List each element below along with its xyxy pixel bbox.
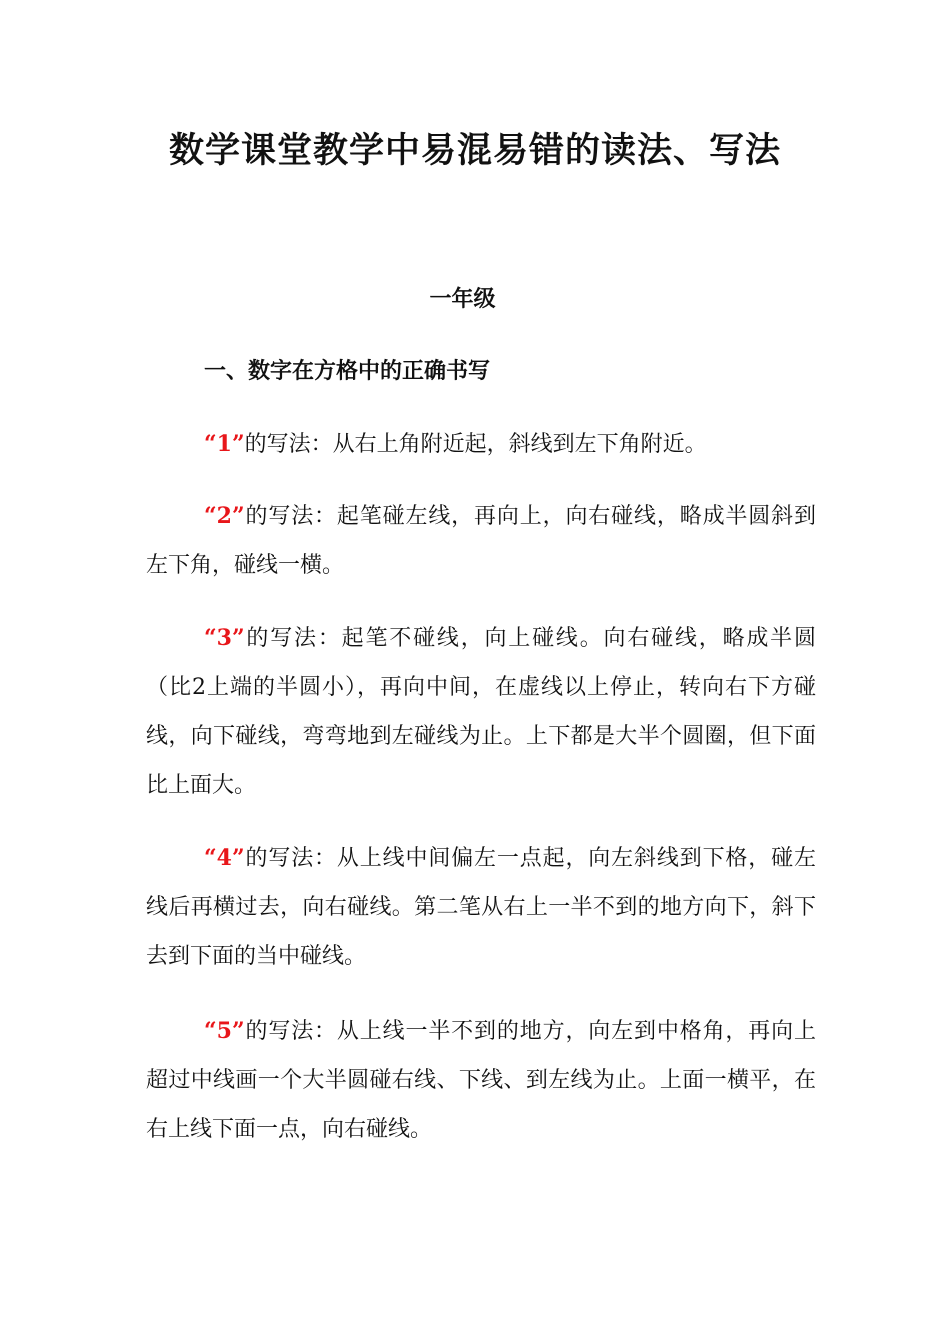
section-heading: 一、数字在方格中的正确书写 — [204, 358, 491, 384]
paragraph-text: 的写法：起笔碰左线，再向上，向右碰线，略成半圆斜到左下角，碰线一横。 — [146, 504, 816, 578]
paragraph-text: 的写法：从上线中间偏左一点起，向左斜线到下格，碰左线后再横过去，向右碰线。第二笔从右上一半不到的地方向下，斜下去到下面的当中碰线。 — [146, 846, 816, 969]
paragraph-numeral-4 — [146, 834, 816, 981]
numeral-label: “4” — [204, 845, 245, 871]
document-title: 数学课堂教学中易混易错的读法、写法 — [168, 130, 781, 171]
paragraph-text: 的写法：从右上角附近起，斜线到左下角附近。 — [244, 432, 707, 457]
grade-heading: 一年级 — [429, 286, 496, 312]
numeral-label: “1” — [204, 431, 245, 457]
paragraph-numeral-5 — [146, 1007, 816, 1154]
numeral-label: “5” — [204, 1018, 245, 1044]
paragraph-text: 的写法：起笔不碰线，向上碰线。向右碰线，略成半圆（比2上端的半圆小），再向中间，在虚线以上停止，转向右下方碰线，向下碰线，弯弯地到左碰线为止。上下都是大半个圆圈，但下面比上面大。 — [146, 626, 816, 798]
paragraph-numeral-2 — [146, 492, 816, 590]
numeral-label: “2” — [204, 503, 245, 529]
numeral-label: “3” — [204, 625, 245, 651]
paragraph-text: 的写法：从上线一半不到的地方，向左到中格角，再向上超过中线画一个大半圆碰右线、下线、到左线为止。上面一横平，在右上线下面一点，向右碰线。 — [146, 1019, 816, 1142]
paragraph-numeral-3 — [146, 614, 816, 810]
paragraph-numeral-1 — [146, 420, 816, 469]
